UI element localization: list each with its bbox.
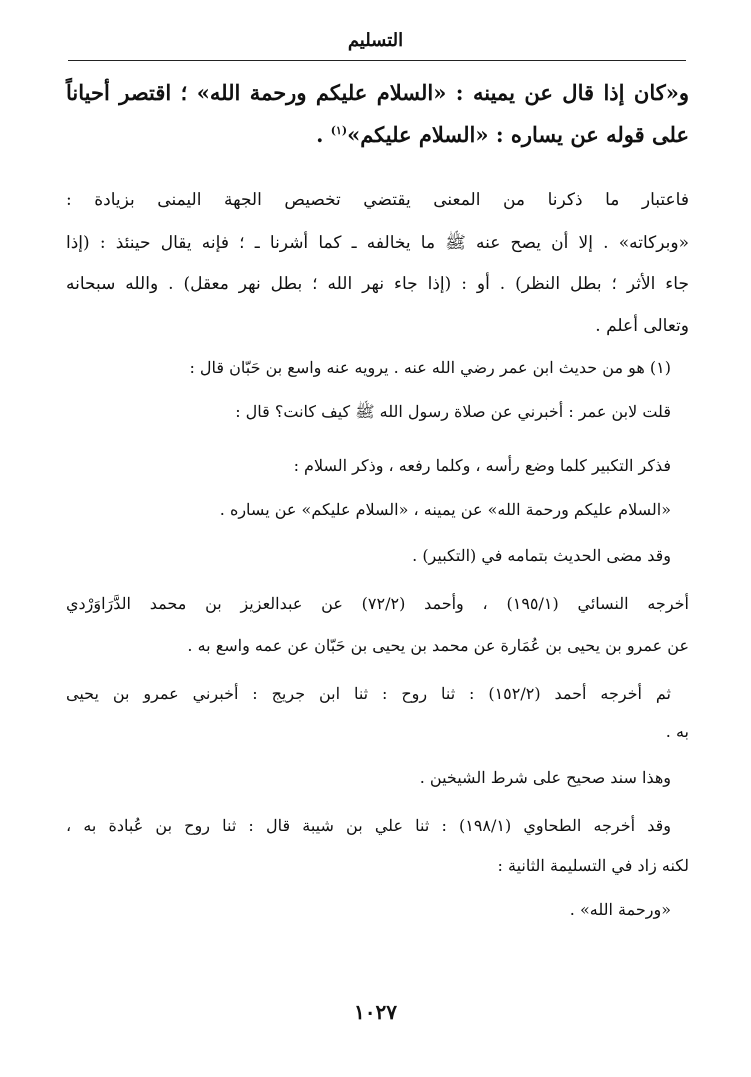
footnote-marker: (١) <box>330 124 348 137</box>
main-text-line-2-end: . <box>316 122 331 147</box>
commentary-line: فاعتبار ما ذكرنا من المعنى يقتضي تخصيص الجهة اليمنى بزيادة : <box>66 190 689 210</box>
footnote-line: به . <box>665 722 689 741</box>
footnote-line: «ورحمة الله» . <box>569 900 671 919</box>
footnote-line: «السلام عليكم ورحمة الله» عن يمينه ، «السلام عليكم» عن يساره . <box>219 500 671 519</box>
footnote-line: وقد مضى الحديث بتمامه في (التكبير) . <box>412 546 671 565</box>
footnote-line: (١) هو من حديث ابن عمر رضي الله عنه . يرويه عنه واسع بن حَبّان قال : <box>189 358 671 377</box>
footnote-line: قلت لابن عمر : أخبرني عن صلاة رسول الله ﷺ كيف كانت؟ قال : <box>235 402 671 421</box>
main-text-line-2 <box>316 122 689 147</box>
footnote-line: وهذا سند صحيح على شرط الشيخين . <box>419 768 671 787</box>
footnote-line: ثم أخرجه أحمد (١٥٢/٢) : ثنا روح : ثنا ابن جريج : أخبرني عمرو بن يحيى <box>66 684 671 703</box>
footnote-line: أخرجه النسائي (١٩٥/١) ، وأحمد (٧٢/٢) عن عبدالعزيز بن محمد الدَّرَاوَرْدي <box>66 594 689 613</box>
header-divider <box>68 60 686 61</box>
footnote-line: لكنه زاد في التسليمة الثانية : <box>497 856 689 875</box>
main-text-line-1: و«كان إذا قال عن يمينه : «السلام عليكم ورحمة الله» ؛ اقتصر أحياناً <box>66 80 689 105</box>
footnote-line: عن عمرو بن يحيى بن عُمَارة عن محمد بن يحيى بن حَبّان عن عمه واسع به . <box>187 636 689 655</box>
commentary-line: وتعالى أعلم . <box>595 316 689 336</box>
page-number: ١٠٢٧ <box>354 1000 397 1024</box>
footnote-line: فذكر التكبير كلما وضع رأسه ، وكلما رفعه ، وذكر السلام : <box>293 456 671 475</box>
main-text-line-2-body: على قوله عن يساره : «السلام عليكم» <box>347 122 689 147</box>
commentary-line: جاء الأثر ؛ بطل النظر) . أو : (إذا جاء نهر الله ؛ بطل نهر معقل) . والله سبحانه <box>66 274 689 294</box>
footnote-line: وقد أخرجه الطحاوي (١٩٨/١) : ثنا علي بن شيبة قال : ثنا روح بن عُبادة به ، <box>66 816 671 835</box>
commentary-line: «وبركاته» . إلا أن يصح عنه ﷺ ما يخالفه ـ كما أشرنا ـ ؛ فإنه يقال حينئذ : (إذا <box>66 233 689 253</box>
running-header: التسليم <box>347 30 404 51</box>
